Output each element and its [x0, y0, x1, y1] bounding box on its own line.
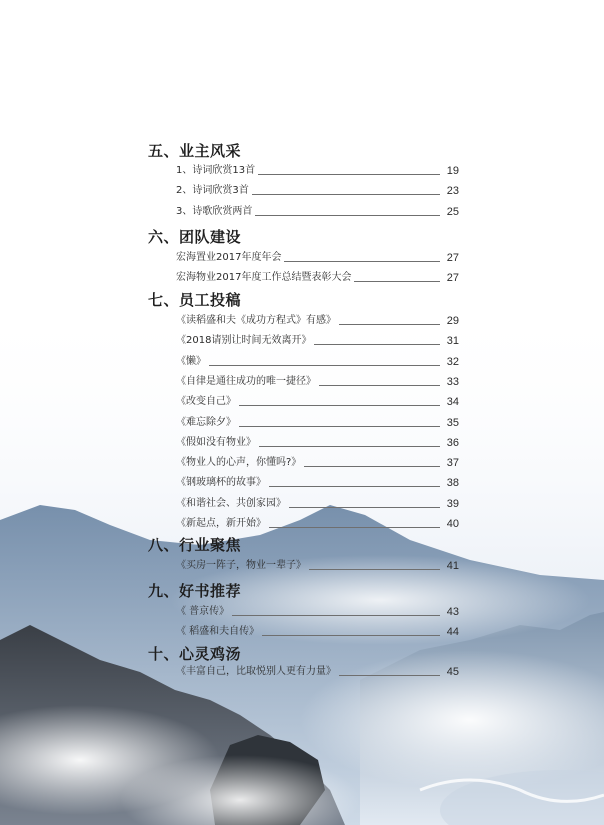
leader-line: [304, 466, 440, 467]
toc-entry[interactable]: [176, 475, 459, 489]
toc-page-number: 27: [446, 252, 459, 264]
section-title: 七、员工投稿: [148, 291, 242, 309]
toc-entry-title: 宏海置业2017年度年会: [176, 252, 282, 263]
toc-entry-title: 《懒》: [176, 356, 206, 367]
toc-entry-title: 宏海物业2017年度工作总结暨表彰大会: [176, 272, 352, 283]
section-title: 六、团队建设: [148, 228, 242, 246]
toc-entry[interactable]: [176, 250, 459, 264]
section-title: 五、业主风采: [148, 142, 242, 160]
leader-line: [259, 446, 440, 447]
section-title: 八、行业聚焦: [148, 536, 242, 554]
toc-page-number: 43: [446, 606, 459, 618]
leader-line: [255, 215, 440, 216]
toc-entry-title: 《改变自己》: [176, 396, 236, 407]
toc-page-number: 39: [446, 498, 459, 510]
section-title: 十、心灵鸡汤: [148, 645, 242, 663]
toc-page-number: 27: [446, 272, 459, 284]
leader-line: [239, 405, 440, 406]
leader-line: [284, 261, 440, 262]
leader-line: [258, 174, 440, 175]
toc-entry[interactable]: [176, 374, 459, 388]
toc-entry-title: 《假如没有物业》: [176, 437, 256, 448]
toc-entry[interactable]: [176, 394, 459, 408]
toc-entry-title: 《 普京传》: [176, 606, 230, 617]
leader-line: [209, 365, 440, 366]
toc-entry[interactable]: [176, 183, 459, 197]
toc-page-number: 40: [446, 518, 459, 530]
toc-entry[interactable]: [176, 496, 459, 510]
toc-page-number: 31: [446, 335, 459, 347]
toc-entry[interactable]: [176, 333, 459, 347]
leader-line: [289, 507, 440, 508]
toc-entry-title: 1、诗词欣赏13首: [176, 165, 256, 176]
toc-entry-title: 《 稻盛和夫自传》: [176, 626, 260, 637]
leader-line: [269, 486, 440, 487]
leader-line: [339, 675, 440, 676]
leader-line: [314, 344, 440, 345]
toc-entry-title: 3、诗歌欣赏两首: [176, 206, 253, 217]
toc-entry[interactable]: [176, 354, 459, 368]
toc-entry-title: 《物业人的心声，你懂吗?》: [176, 457, 302, 468]
toc-page-number: 19: [446, 165, 459, 177]
leader-line: [262, 635, 440, 636]
leader-line: [354, 281, 440, 282]
toc-page-number: 32: [446, 356, 459, 368]
toc-entry[interactable]: [176, 270, 459, 284]
toc-entry[interactable]: [176, 455, 459, 469]
toc-entry[interactable]: [176, 624, 459, 638]
leader-line: [269, 527, 440, 528]
toc-entry[interactable]: [176, 604, 459, 618]
toc-entry[interactable]: [176, 664, 459, 678]
toc-page-number: 38: [446, 477, 459, 489]
toc-entry[interactable]: [176, 415, 459, 429]
toc-entry[interactable]: [176, 313, 459, 327]
toc-page-number: 45: [446, 666, 459, 678]
toc-page-number: 33: [446, 376, 459, 388]
toc-entry[interactable]: [176, 558, 459, 572]
toc-page-number: 36: [446, 437, 459, 449]
toc-page-number: 23: [446, 185, 459, 197]
toc-entry-title: 2、诗词欣赏3首: [176, 185, 249, 196]
toc-page-number: 29: [446, 315, 459, 327]
section-title: 九、好书推荐: [148, 582, 242, 600]
toc-entry-title: 《新起点，新开始》: [176, 518, 266, 529]
toc-page-number: 25: [446, 206, 459, 218]
toc-entry-title: 《买房一阵子，物业一辈子》: [176, 560, 306, 571]
leader-line: [232, 615, 440, 616]
leader-line: [239, 426, 440, 427]
leader-line: [339, 324, 440, 325]
toc-entry[interactable]: [176, 204, 459, 218]
toc-entry-title: 《钢玻璃杯的故事》: [176, 477, 266, 488]
toc-page-number: 34: [446, 396, 459, 408]
toc-page-number: 41: [446, 560, 459, 572]
toc-entry-title: 《丰富自己，比取悦别人更有力量》: [176, 666, 336, 677]
toc-entry-title: 《自律是通往成功的唯一捷径》: [176, 376, 316, 387]
toc-page-number: 37: [446, 457, 459, 469]
toc-entry[interactable]: [176, 516, 459, 530]
toc-page-number: 35: [446, 417, 459, 429]
toc-entry-title: 《2018请别让时间无效离开》: [176, 335, 312, 346]
toc-entry-title: 《和谐社会、共创家园》: [176, 498, 286, 509]
toc-entry-title: 《读稻盛和夫《成功方程式》有感》: [176, 315, 336, 326]
toc-entry[interactable]: [176, 435, 459, 449]
leader-line: [252, 194, 440, 195]
toc-entry[interactable]: [176, 163, 459, 177]
toc-entry-title: 《难忘除夕》: [176, 417, 236, 428]
leader-line: [319, 385, 440, 386]
leader-line: [309, 569, 440, 570]
toc-page-number: 44: [446, 626, 459, 638]
